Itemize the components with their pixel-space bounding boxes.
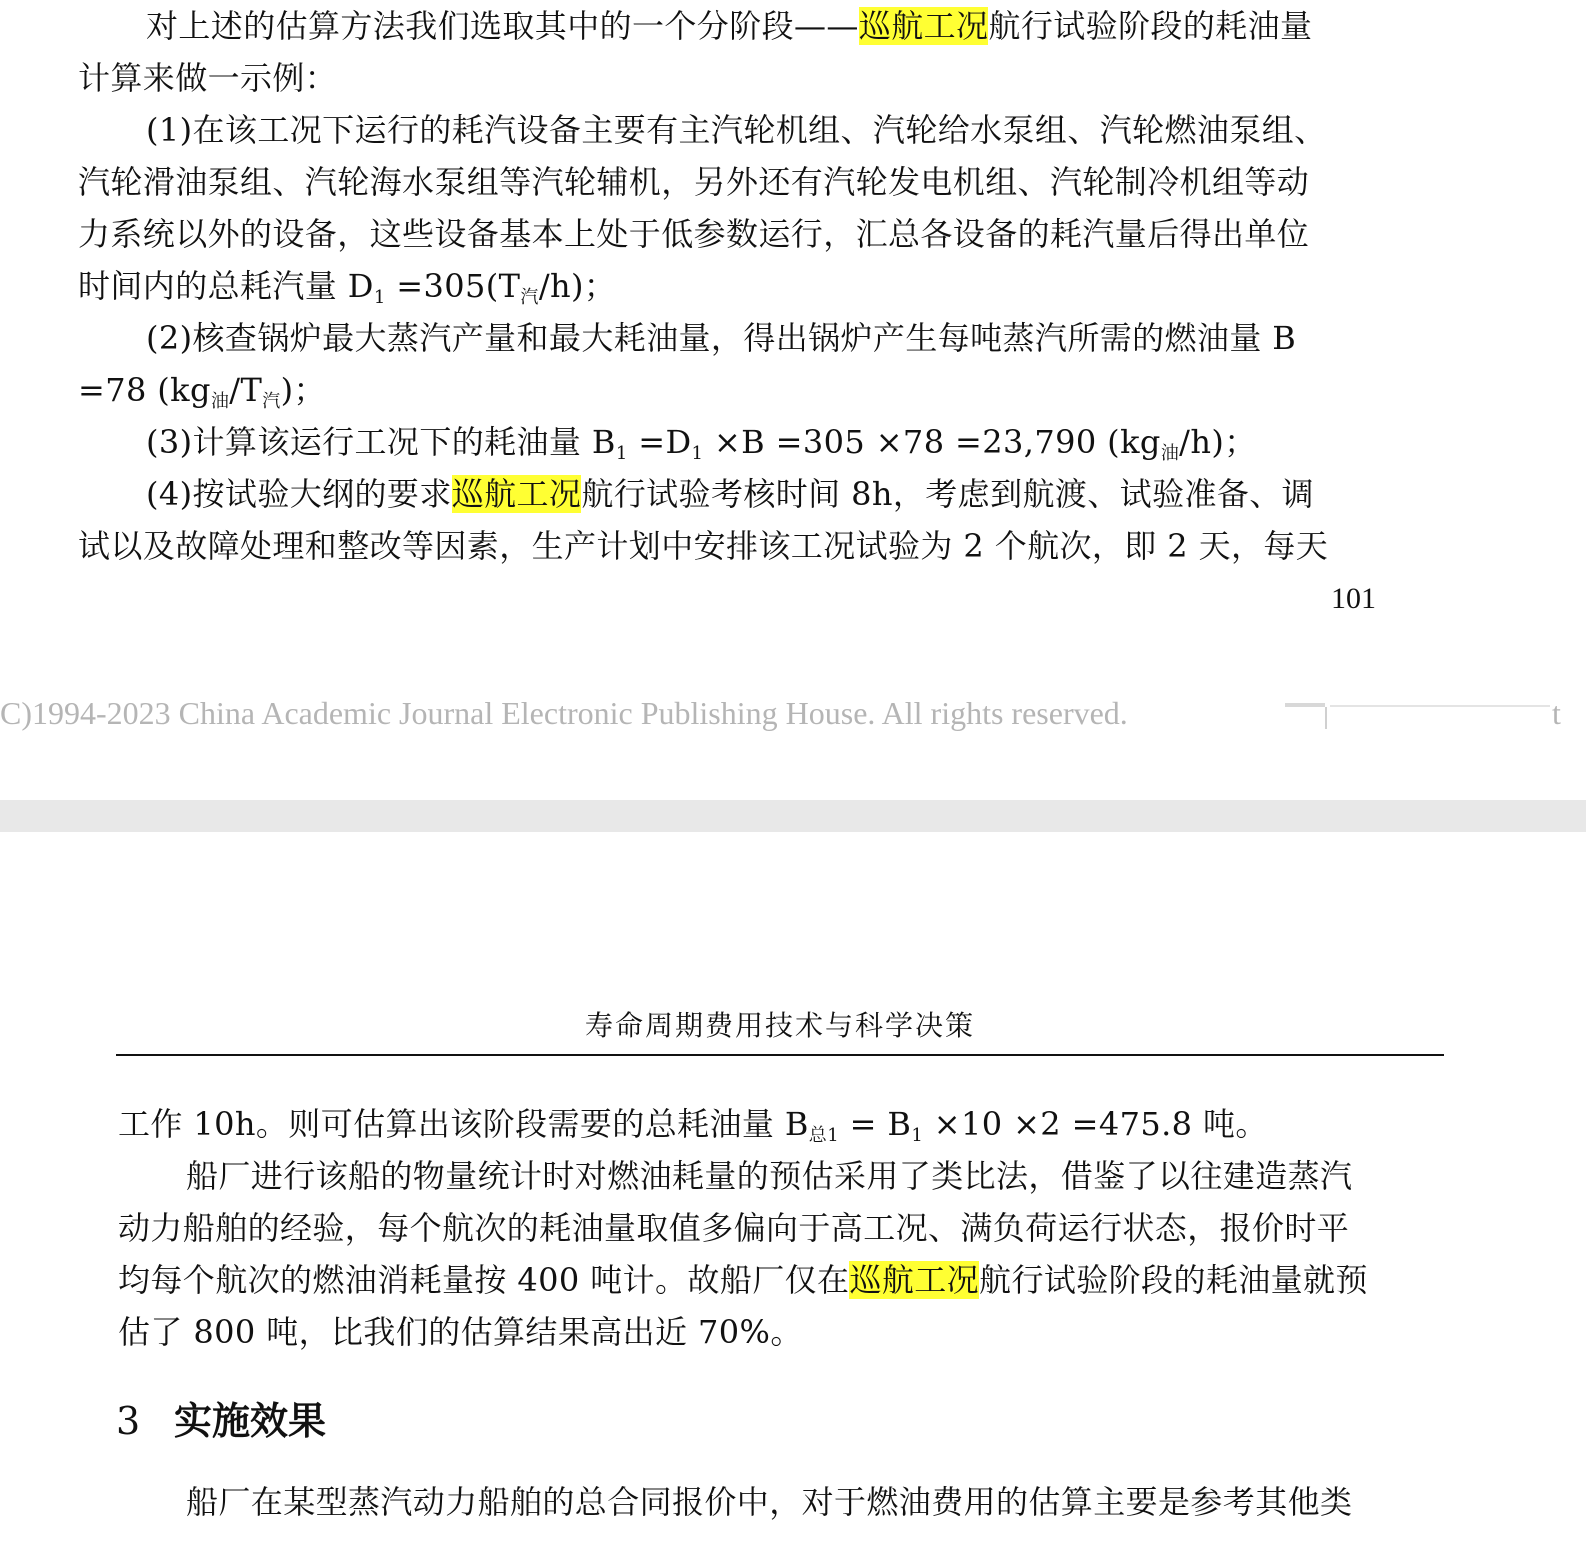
formula-line: 时间内的总耗汽量 $D_1 =305(T_汽/h)$；	[78, 267, 617, 308]
search-highlight: 巡航工况	[451, 475, 582, 513]
search-highlight: 巡航工况	[858, 7, 989, 45]
page-number: 101	[1331, 582, 1376, 615]
copyright-text: C)1994-2023 China Academic Journal Electronic Publishing House. All rights reserved.	[0, 695, 1128, 731]
text-line: 船厂在某型蒸汽动力船舶的总合同报价中，对于燃油费用的估算主要是参考其他类	[186, 1483, 1353, 1521]
scan-artifact	[1325, 707, 1327, 729]
formula-line: (3)计算该运行工况下的耗油量 $B_1 =D_1 \times B =305 \times 78 =23,790$ $(kg_油/h)$；	[146, 423, 1257, 464]
text-line: 对上述的估算方法我们选取其中的一个分阶段——巡航工况航行试验阶段的耗油量	[146, 7, 1313, 45]
text-line: 试以及故障处理和整改等因素，生产计划中安排该工况试验为 2 个航次，即 2 天，每天	[78, 527, 1329, 565]
header-rule	[116, 1054, 1444, 1056]
text-line: (1)在该工况下运行的耗汽设备主要有主汽轮机组、汽轮给水泵组、汽轮燃油泵组、	[146, 111, 1327, 149]
copyright-watermark	[0, 695, 1586, 732]
text-line: 均每个航次的燃油消耗量按 400 吨计。故船厂仅在巡航工况航行试验阶段的耗油量就预	[118, 1261, 1368, 1299]
copyright-tail: t	[1552, 695, 1561, 731]
text-line: 计算来做一示例：	[78, 59, 338, 97]
page-separator	[0, 800, 1586, 832]
section-number: 3	[116, 1399, 141, 1443]
formula-line: 工作 10h。则可估算出该阶段需要的总耗油量 $B_{总1} = B_1 \times 10 \times 2 =475.8$ 吨。	[118, 1105, 1268, 1146]
scan-artifact	[1285, 703, 1325, 707]
scan-artifact	[1330, 705, 1550, 707]
text-line: 汽轮滑油泵组、汽轮海水泵组等汽轮辅机，另外还有汽轮发电机组、汽轮制冷机组等动	[78, 163, 1310, 201]
paragraph-block-lower	[118, 1098, 1448, 1358]
text-line: 估了 800 吨，比我们的估算结果高出近 70%。	[118, 1313, 803, 1351]
text-line: (2)核查锅炉最大蒸汽产量和最大耗油量，得出锅炉产生每吨蒸汽所需的燃油量 B	[146, 319, 1297, 357]
running-header: 寿命周期费用技术与科学决策	[584, 1009, 975, 1042]
text-line: 动力船舶的经验，每个航次的耗油量取值多偏向于高工况、满负荷运行状态，报价时平	[118, 1209, 1350, 1247]
section-heading	[116, 1390, 326, 1445]
paragraph-block-section	[118, 1476, 1448, 1528]
text-line: 船厂进行该船的物量统计时对燃油耗量的预估采用了类比法，借鉴了以往建造蒸汽	[186, 1157, 1353, 1195]
paragraph-block-upper	[78, 0, 1408, 572]
formula-line: =78 $(kg_油/T_汽)$；	[78, 371, 326, 412]
section-title: 实施效果	[174, 1398, 327, 1443]
text-line: 力系统以外的设备，这些设备基本上处于低参数运行，汇总各设备的耗汽量后得出单位	[78, 215, 1310, 253]
search-highlight: 巡航工况	[849, 1261, 980, 1299]
text-line: (4)按试验大纲的要求巡航工况航行试验考核时间 8h，考虑到航渡、试验准备、调	[146, 475, 1315, 513]
